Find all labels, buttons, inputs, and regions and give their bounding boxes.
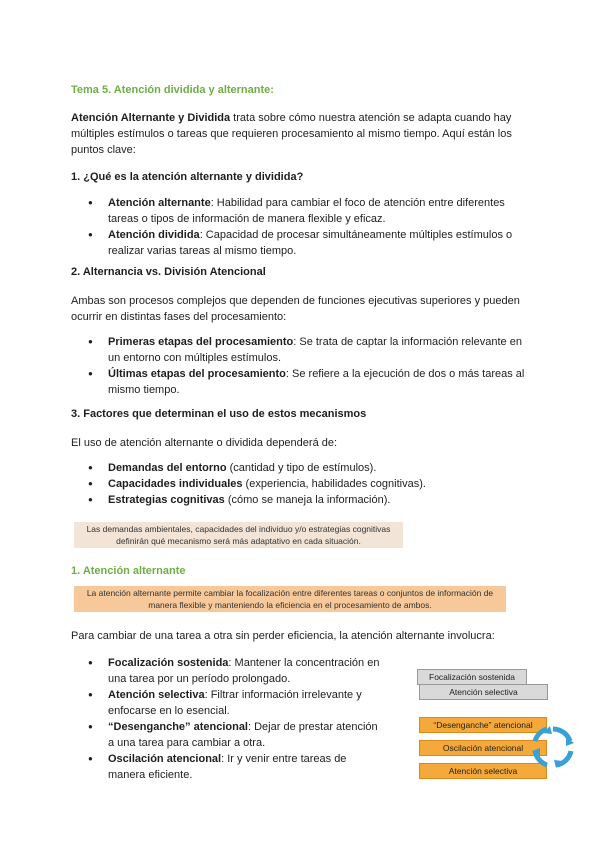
list-item: [75, 719, 380, 751]
item-text: : Filtrar información irrelevante y enfocarse en lo esencial.: [108, 689, 362, 717]
item-text: (cómo se maneja la información).: [224, 494, 391, 506]
item-text: : Dejar de prestar atención a una tarea para cambiar a otra.: [108, 721, 378, 749]
item-bold: Demandas del entorno: [108, 462, 227, 474]
section2-heading: 2. Alternancia vs. División Atencional: [71, 266, 266, 278]
alternante-paragraph: Para cambiar de una tarea a otra sin perder eficiencia, la atención alternante involucra:: [71, 630, 495, 642]
list-item: [75, 492, 527, 508]
item-text: (cantidad y tipo de estímulos).: [226, 462, 377, 474]
item-bold: Últimas etapas del procesamiento: [108, 368, 286, 380]
item-bold: Primeras etapas del procesamiento: [108, 336, 294, 348]
section3-callout: Las demandas ambientales, capacidades del individuo y/o estrategias cognitivas definirán qué mecanismo será más adaptativo en cada situación.: [74, 522, 403, 548]
alternante-list: [75, 655, 380, 783]
item-text: : Ir y venir entre tareas de manera eficiente.: [108, 753, 347, 781]
list-item: [75, 334, 527, 366]
diagram-box-focalizacion: Focalización sostenida: [417, 669, 527, 685]
item-bold: Atención alternante: [108, 197, 211, 209]
section2-paragraph: Ambas son procesos complejos que dependen de funciones ejecutivas superiores y pueden ocurrir en distintas fases del procesamiento:: [71, 295, 520, 323]
item-bold: Atención dividida: [108, 229, 200, 241]
list-item: [75, 227, 527, 259]
intro-bold: Atención Alternante y Dividida: [71, 112, 231, 124]
item-bold: “Desenganche” atencional: [108, 721, 248, 733]
section1-list: [75, 195, 527, 259]
section3-heading: 3. Factores que determinan el uso de estos mecanismos: [71, 408, 367, 420]
section3-paragraph: El uso de atención alternante o dividida dependerá de:: [71, 437, 338, 449]
item-bold: Capacidades individuales: [108, 478, 243, 490]
intro-paragraph: [71, 110, 526, 158]
list-item: [75, 655, 380, 687]
section1-heading: 1. ¿Qué es la atención alternante y dividida?: [71, 171, 304, 183]
diagram-box-selectiva-2: Atención selectiva: [419, 763, 547, 779]
item-text: : Se trata de captar la información relevante en un entorno con múltiples estímulos.: [108, 336, 522, 364]
item-text: : Habilidad para cambiar el foco de atención entre diferentes tareas o tipos de información de manera flexible y eficaz.: [108, 197, 505, 225]
section2-list: [75, 334, 527, 398]
list-item: [75, 195, 527, 227]
item-bold: Oscilación atencional: [108, 753, 222, 765]
item-text: : Mantener la concentración en una tarea por un período prolongado.: [108, 657, 380, 685]
item-text: : Se refiere a la ejecución de dos o más tareas al mismo tiempo.: [108, 368, 525, 396]
alternante-callout: La atención alternante permite cambiar la focalización entre diferentes tareas o conjuntos de información de manera flexible y manteniendo la eficiencia en el procesamiento de ambos.: [74, 586, 506, 612]
item-bold: Atención selectiva: [108, 689, 205, 701]
list-item: [75, 687, 380, 719]
diagram-box-oscilacion: Oscilación atencional: [419, 740, 547, 756]
list-item: [75, 476, 527, 492]
diagram-box-selectiva: Atención selectiva: [419, 684, 548, 700]
list-item: [75, 366, 527, 398]
item-text: : Capacidad de procesar simultáneamente múltiples estímulos o realizar varias tareas al mismo tiempo.: [108, 229, 513, 257]
page-title: Tema 5. Atención dividida y alternante:: [71, 84, 274, 96]
list-item: [75, 460, 527, 476]
cycle-arrows-icon: [530, 724, 576, 770]
intro-text: trata sobre cómo nuestra atención se adapta cuando hay múltiples estímulos o tareas que requieren procesamiento al mismo tiempo. Aquí están los puntos clave:: [71, 112, 512, 156]
item-bold: Estrategias cognitivas: [108, 494, 225, 506]
alternante-heading: 1. Atención alternante: [71, 565, 186, 577]
diagram-box-desenganche: “Desenganche” atencional: [419, 717, 547, 733]
item-bold: Focalización sostenida: [108, 657, 229, 669]
item-text: (experiencia, habilidades cognitivas).: [242, 478, 426, 490]
list-item: [75, 751, 380, 783]
section3-list: [75, 460, 527, 508]
